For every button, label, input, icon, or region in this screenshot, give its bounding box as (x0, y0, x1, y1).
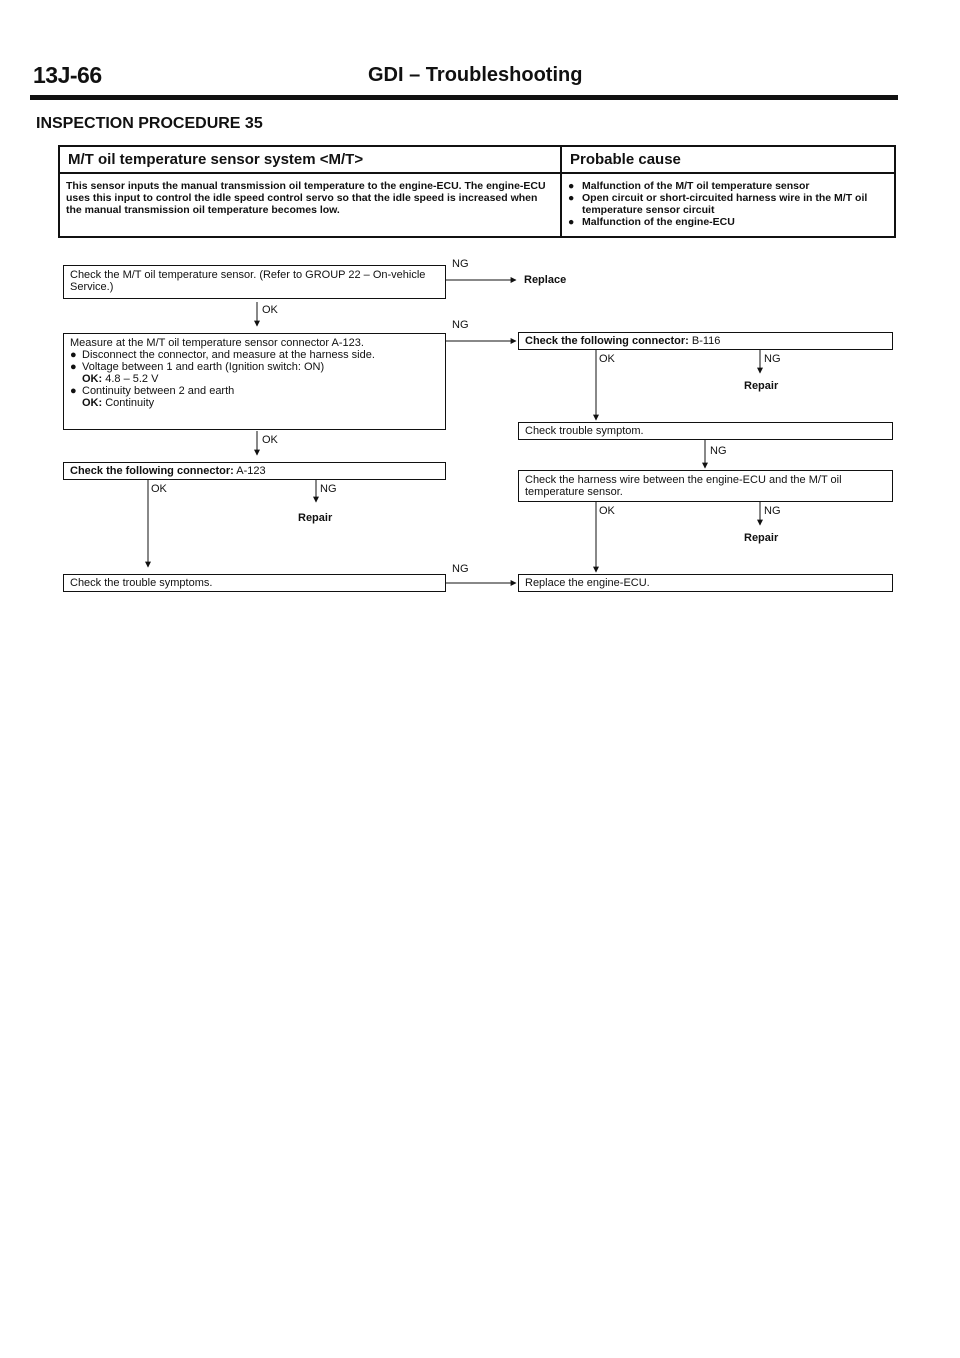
cause-item: ● Open circuit or short-circuited harness wire in the M/T oil temperature sensor circuit (568, 192, 868, 216)
step-check-trouble-symptom: Check trouble symptom. (518, 422, 893, 440)
ng-label: NG (710, 445, 727, 457)
step-check-connector-a123: Check the following connector: A-123 (63, 462, 446, 480)
page-number: 13J-66 (33, 62, 102, 88)
repair-label: Repair (298, 512, 333, 524)
ng-label: NG (764, 505, 781, 517)
page-title: GDI – Troubleshooting (368, 64, 583, 86)
measure-heading: Measure at the M/T oil temperature sensor connector A-123. (70, 337, 364, 349)
ok-label: OK (599, 505, 615, 517)
replace-label: Replace (524, 274, 567, 286)
ng-label: NG (452, 258, 469, 270)
system-header: M/T oil temperature sensor system <M/T> (60, 147, 562, 174)
ng-label: NG (452, 319, 469, 331)
step-replace-engine-ecu: Replace the engine-ECU. (518, 574, 893, 592)
measure-item: ● Voltage between 1 and earth (Ignition switch: ON) (70, 361, 325, 373)
ok-label: OK (262, 304, 278, 316)
ok-label: OK (262, 434, 278, 446)
ok-label: OK (599, 353, 615, 365)
measure-item: ● Continuity between 2 and earth (70, 385, 235, 397)
repair-label: Repair (744, 380, 779, 392)
ng-label: NG (320, 483, 337, 495)
step-check-connector-b116: Check the following connector: B-116 (518, 332, 893, 350)
cause-item: ● Malfunction of the M/T oil temperature sensor (568, 180, 810, 192)
procedure-title: INSPECTION PROCEDURE 35 (36, 115, 263, 132)
ng-label: NG (764, 353, 781, 365)
cause-item: ● Malfunction of the engine-ECU (568, 216, 735, 228)
system-description: This sensor inputs the manual transmission oil temperature to the engine-ECU. The engine-ECU uses this input to control the idle speed control servo so that the idle speed is increased when the manual transmission oil temperature becomes low. (60, 174, 562, 236)
probable-cause-header: Probable cause (562, 147, 896, 174)
ok-continuity: OK: Continuity (82, 397, 155, 409)
step-measure-connector (63, 333, 446, 430)
ok-voltage: OK: 4.8 – 5.2 V (82, 373, 159, 385)
ng-label: NG (452, 563, 469, 575)
measure-item: ● Disconnect the connector, and measure at the harness side. (70, 349, 375, 361)
ok-label: OK (151, 483, 167, 495)
repair-label: Repair (744, 532, 779, 544)
step-check-trouble-symptoms: Check the trouble symptoms. (63, 574, 446, 592)
step-check-sensor: Check the M/T oil temperature sensor. (Refer to GROUP 22 – On-vehicle Service.) (63, 265, 446, 299)
step-check-harness-wire: Check the harness wire between the engine-ECU and the M/T oil temperature sensor. (518, 470, 893, 502)
